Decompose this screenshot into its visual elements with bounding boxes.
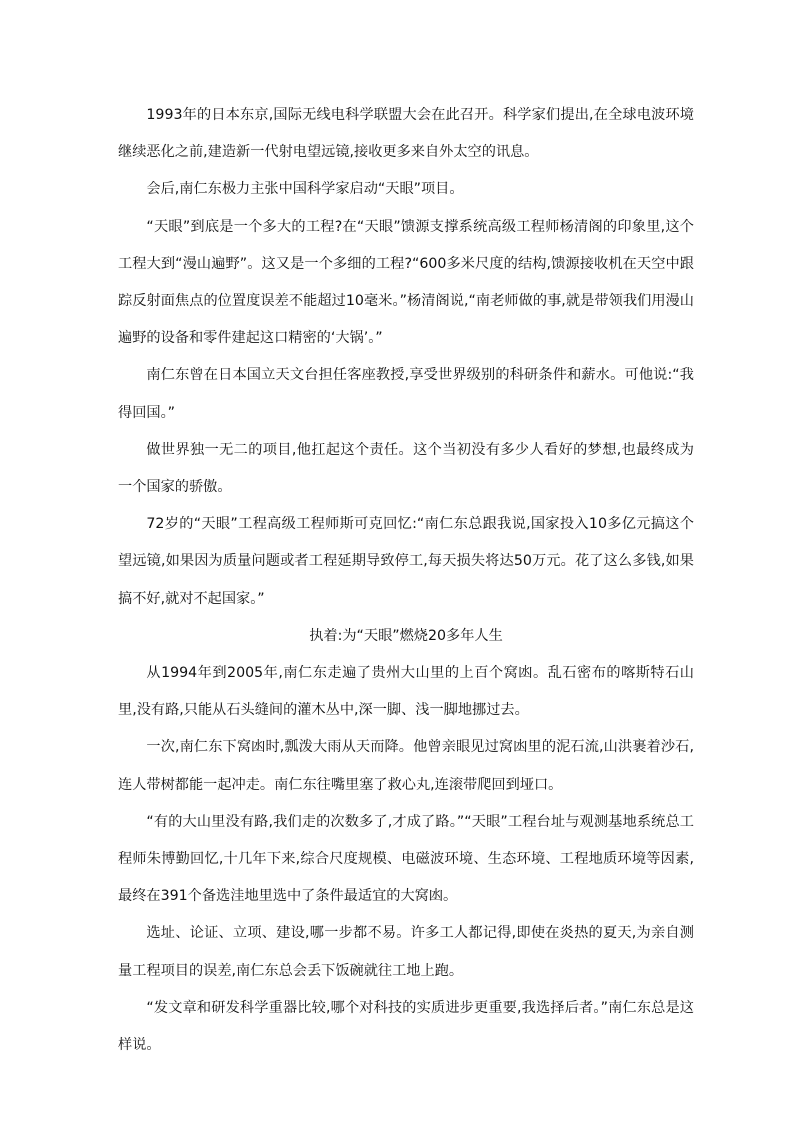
paragraph-closing-quote: “发文章和研发科学重器比较,哪个对科技的实质进步更重要,我选择后者。”南仁东总是这样说。 (118, 999, 694, 1054)
article-body (118, 97, 694, 1064)
paragraph-engineer-recollection: 72岁的“天眼”工程高级工程师斯可克回忆:“南仁东总跟我说,国家投入10多亿元搞这个望远镜,如果因为质量问题或者工程延期导致停工,每天损失将达50万元。花了这么多钱,如果搞不好,就对不起国家。” (118, 516, 694, 607)
paragraph-tokyo-conference: 1993年的日本东京,国际无线电科学联盟大会在此召开。科学家们提出,在全球电波环境继续恶化之前,建造新一代射电望远镜,接收更多来自外太空的讯息。 (118, 107, 694, 161)
paragraph-project-scale: “天眼”到底是一个多大的工程?在“天眼”馈源支撑系统高级工程师杨清阁的印象里,这个工程大到“漫山遍野”。这又是一个多细的工程?“600多米尺度的结构,馈源接收机在天空中跟踪反射面焦点的位置度误差不能超过10毫米。”杨清阁说,“南老师做的事,就是带领我们用漫山遍野的设备和零件建起这口精密的‘大锅’。” (118, 218, 694, 347)
section-heading: 执着:为“天眼”燃烧20多年人生 (309, 627, 503, 644)
paragraph-tianyan-proposal: 会后,南仁东极力主张中国科学家启动“天眼”项目。 (146, 181, 464, 198)
paragraph-site-search: 从1994年到2005年,南仁东走遍了贵州大山里的上百个窝凼。乱石密布的喀斯特石山里,没有路,只能从石头缝间的灌木丛中,深一脚、浅一脚地挪过去。 (118, 665, 694, 719)
paragraph-rainstorm: 一次,南仁东下窝凼时,瓢泼大雨从天而降。他曾亲眼见过窝凼里的泥石流,山洪裹着沙石,连人带树都能一起冲走。南仁东往嘴里塞了救心丸,连滚带爬回到垭口。 (118, 739, 694, 793)
paragraph-responsibility: 做世界独一无二的项目,他扛起这个责任。这个当初没有多少人看好的梦想,也最终成为一个国家的骄傲。 (118, 441, 694, 496)
paragraph-return-home: 南仁东曾在日本国立天文台担任客座教授,享受世界级别的科研条件和薪水。可他说:“我得回国。” (118, 367, 694, 421)
paragraph-construction-difficulty: 选址、论证、立项、建设,哪一步都不易。许多工人都记得,即使在炎热的夏天,为亲自测量工程项目的误差,南仁东总会丢下饭碗就往工地上跑。 (118, 925, 694, 979)
paragraph-site-selection: “有的大山里没有路,我们走的次数多了,才成了路。”“天眼”工程台址与观测基地系统总工程师朱博勤回忆,十几年下来,综合尺度规模、电磁波环境、生态环境、工程地质环境等因素,最终在391个备选洼地里选中了条件最适宜的大窝凼。 (118, 813, 694, 905)
